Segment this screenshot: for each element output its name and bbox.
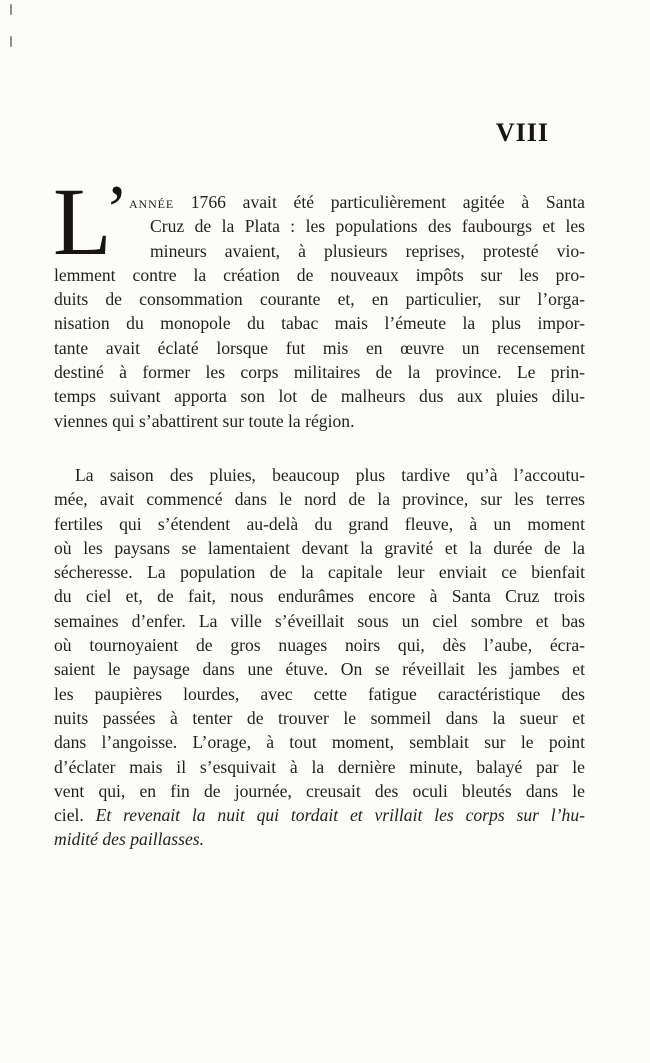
text-line — [54, 463, 585, 487]
text-line — [54, 512, 585, 536]
text-segment: lemment contre la création de nouveaux impôts sur les pro- — [54, 264, 585, 285]
text-segment: d’éclater mais il s’esquivait à la dernière minute, balayé par le — [54, 756, 585, 777]
text-line — [54, 536, 585, 560]
text-segment: destiné à former les corps militaires de la province. Le prin- — [54, 362, 585, 383]
text-segment: nisation du monopole du tabac mais l’émeute la plus impor- — [54, 313, 585, 334]
text-line — [54, 360, 585, 384]
text-line — [54, 633, 585, 657]
text-segment: viennes qui s’abattirent sur toute la région. — [54, 410, 355, 431]
text-line — [54, 214, 585, 238]
text-block — [53, 168, 585, 852]
chapter-number-heading: VIII — [495, 118, 549, 147]
text-line — [54, 560, 585, 584]
text-segment: nuits passées à tenter de trouver le sommeil dans la sueur et — [54, 707, 585, 728]
text-segment: du ciel et, de fait, nous endurâmes encore à Santa Cruz trois — [54, 586, 585, 607]
text-segment: vent qui, en fin de journée, creusait des oculi bleutés dans le — [54, 780, 585, 801]
text-line — [54, 336, 585, 360]
text-line — [54, 609, 585, 633]
text-line — [54, 755, 585, 779]
text-line — [54, 487, 585, 511]
text-segment: duits de consommation courante et, en particulier, sur l’orga- — [54, 289, 585, 310]
text-segment: semaines d’enfer. La ville s’éveillait sous un ciel sombre et bas — [54, 610, 585, 631]
text-segment: mée, avait commencé dans le nord de la province, sur les terres — [54, 489, 585, 510]
text-line — [54, 263, 585, 287]
text-line — [54, 239, 585, 263]
second-paragraph — [54, 463, 585, 852]
text-segment: La saison des pluies, beaucoup plus tardive qu’à l’accoutu- — [75, 464, 585, 485]
text-segment: Cruz de la Plata : les populations des faubourgs et les — [150, 216, 585, 237]
text-line — [54, 311, 585, 335]
text-segment: fertiles qui s’étendent au-delà du grand fleuve, à un moment — [54, 513, 585, 534]
text-line — [54, 730, 585, 754]
scan-artifact-mark — [10, 36, 12, 47]
text-segment: dans l’angoisse. L’orage, à tout moment, semblait sur le point — [54, 732, 585, 753]
text-line — [54, 803, 585, 827]
text-line — [54, 779, 585, 803]
text-segment: où les paysans se lamentaient devant la gravité et la durée de la — [54, 537, 585, 558]
text-line — [54, 409, 585, 433]
text-segment: 1766 avait été particulièrement agitée à Santa — [174, 192, 585, 212]
text-segment: tante avait éclaté lorsque fut mis en œuvre un recensement — [54, 337, 585, 358]
scan-artifact-mark — [10, 4, 12, 15]
text-segment: les paupières lourdes, avec cette fatigue caractéristique des — [54, 683, 585, 704]
text-segment: année — [129, 192, 175, 212]
text-line — [54, 190, 585, 214]
text-line — [54, 706, 585, 730]
opening-paragraph — [53, 168, 585, 433]
text-segment: Et revenait la nuit qui tordait et vrillait les corps sur l’hu- — [95, 805, 585, 826]
text-segment: saient le paysage dans une étuve. On se réveillait les jambes et — [54, 659, 585, 680]
text-line — [54, 384, 585, 408]
text-segment: sécheresse. La population de la capitale leur enviait ce bienfait — [54, 562, 585, 583]
text-segment: temps suivant apporta son lot de malheurs dus aux pluies dilu- — [54, 386, 585, 407]
text-segment: où tournoyaient de gros nuages noirs qui, dès l’aube, écra- — [54, 635, 585, 656]
text-line — [54, 827, 585, 851]
text-segment: midité des paillasses. — [54, 829, 205, 850]
drop-cap-apostrophe: ’ — [105, 172, 129, 249]
text-line — [54, 287, 585, 311]
text-segment: mineurs avaient, à plusieurs reprises, protesté vio- — [150, 240, 585, 261]
text-segment: ciel. — [54, 805, 96, 826]
text-line — [54, 682, 585, 706]
drop-cap-letter: L — [53, 168, 112, 275]
text-line — [54, 657, 585, 681]
text-line — [54, 584, 585, 608]
